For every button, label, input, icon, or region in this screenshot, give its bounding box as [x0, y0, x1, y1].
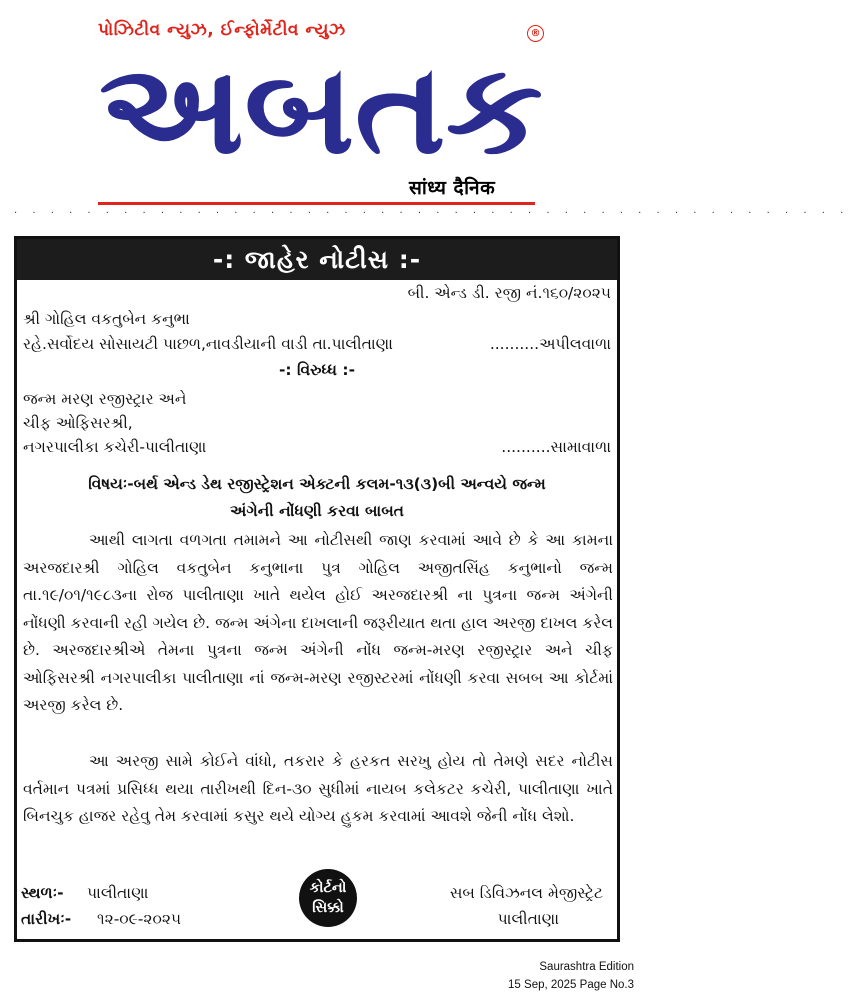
applicant-name: શ્રી ગોહિલ વકતુબેન કનુભા: [23, 310, 190, 328]
subject-line-2: અંગેની નોંધણી કરવા બાબત: [230, 502, 404, 520]
notice-paragraph-1: આથી લાગતા વળગતા તમામને આ નોટીસથી જાણ કરવામાં આવે છે કે આ કામના અરજદારશ્રી ગોહિલ વકતુબેન કનુભાના પુત્ર ગોહિલ અજીતસિંહ કનુભાનો જન્મ તા.૧૯/૦૧/૧૯૮૩ના રોજ પાલીતાણા ખાતે થયેલ હોઈ અરજદારશ્રી ના પુત્રના જન્મ અંગેની નોંધણી કરવાની રહી ગયેલ છે. જન્મ અંગેના દાખલાની જરૂરીયાત થતા હાલ અરજી દાખલ કરેલ છે. અરજદારશ્રીએ તેમના પુત્રના જન્મ અંગેની નોંધ જન્મ-મરણ રજીસ્ટ્રાર અને ચીફ ઓફિસરશ્રી નગરપાલીકા પાલીતાણા નાં જન્મ-મરણ રજીસ્ટરમાં નોંધણી કરવા સબબ આ કોર્ટમાં અરજી કરેલ છે.: [23, 531, 613, 714]
signatory-title: સબ ડિવિઝનલ મેજીસ્ટ્રેટ: [449, 884, 603, 902]
masthead-subline: सांध्य दैनिक: [409, 177, 496, 199]
newspaper-masthead: [0, 0, 642, 215]
court-seal: [299, 869, 357, 927]
edition-date-page: 15 Sep, 2025 Page No.3: [508, 979, 634, 991]
seal-line-1: કોર્ટનો: [309, 880, 347, 896]
applicant-address: રહે.સર્વોદય સોસાયટી પાછળ,નાવડીયાની વાડી તા.પાલીતાણા: [23, 335, 393, 353]
date-value: ૧૨-૦૯-૨૦૨૫: [97, 910, 182, 928]
registered-trademark-icon: ®: [527, 25, 544, 42]
signatory-place: પાલીતાણા: [497, 910, 559, 928]
respondent-line-3: નગરપાલીકા કચેરી-પાલીતાણા: [23, 438, 207, 456]
applicant-role: ..........અપીલવાળા: [489, 335, 611, 353]
place-label: સ્થળઃ-: [21, 884, 64, 902]
notice-heading: -: જાહેર નોટીસ :-: [17, 239, 617, 280]
versus-heading: -: વિરુધ્ધ :-: [278, 361, 355, 379]
public-notice: [14, 236, 620, 942]
masthead-tagline: પોઝિટીવ ન્યુઝ, ઈન્ફોર્મેટીવ ન્યુઝ: [98, 20, 346, 40]
seal-line-2: સિક્કો: [312, 900, 344, 916]
notice-paragraph-2: આ અરજી સામે કોઈને વાંધો, તકરાર કે હરકત સરખુ હોય તો તેમણે સદર નોટીસ વર્તમાન પત્રમાં પ્રસિધ્ધ થયા તારીખથી દિન-૩૦ સુધીમાં નાયબ કલેકટર કચેરી, પાલીતાણા ખાતે બિનચુક હાજર રહેવુ તેમ કરવામાં કસુર થયે યોગ્ય હુકમ કરવામાં આવશે જેની નોંધ લેશો.: [23, 752, 613, 825]
logo-wordmark: અબતક: [99, 38, 543, 182]
date-label: તારીખઃ-: [21, 910, 72, 928]
respondent-role: ..........સામાવાળા: [501, 438, 611, 456]
subject-line-1: વિષયઃ-બર્થ એન્ડ ડેથ રજીસ્ટ્રેશન એક્ટની કલમ-૧૩(૩)બી અન્વયે જન્મ: [88, 475, 546, 493]
clipped-text-strip: · · · · · · · · · · · · · · · · · · · · · · · · · · · · · · · · · · · · · · · · · · · · · ·: [14, 208, 849, 219]
abtak-logo: [96, 38, 546, 182]
masthead-divider: [98, 202, 535, 205]
edition-label: Saurashtra Edition: [539, 961, 634, 973]
respondent-line-1: જન્મ મરણ રજીસ્ટ્રાર અને: [23, 390, 187, 408]
place-value: પાલીતાણા: [87, 884, 149, 902]
respondent-line-2: ચીફ ઓફિસરશ્રી,: [23, 414, 133, 432]
case-number: બી. એન્ડ ડી. રજી નં.૧૬૦/૨૦૨૫: [407, 284, 611, 302]
